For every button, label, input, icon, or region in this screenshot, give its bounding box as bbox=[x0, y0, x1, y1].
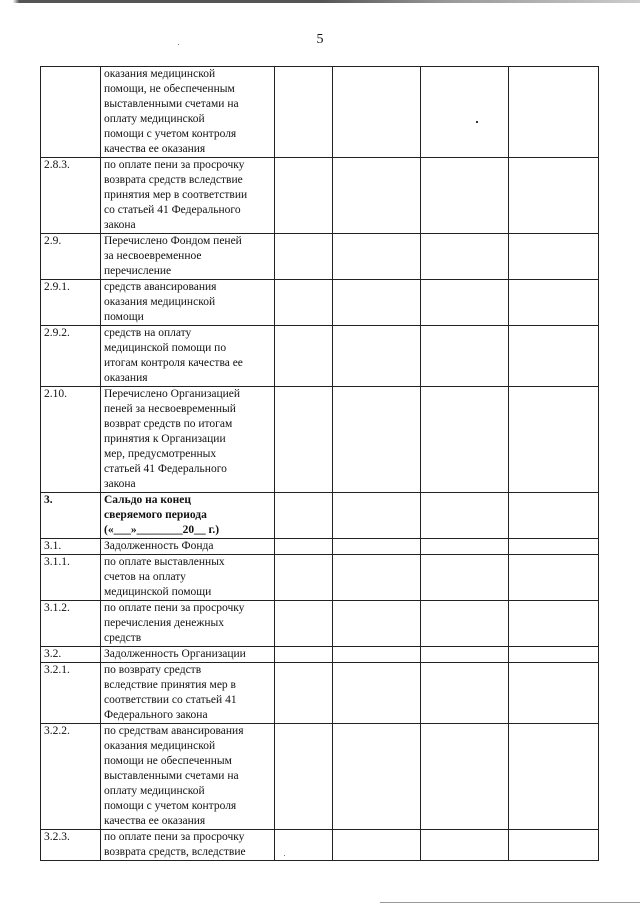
description-line: помощи с учетом контроля bbox=[104, 128, 237, 140]
table-row bbox=[41, 234, 599, 280]
description-line: средств авансирования bbox=[104, 281, 217, 293]
description-line: оказания bbox=[104, 372, 148, 384]
value-cell bbox=[333, 234, 421, 280]
value-cell bbox=[509, 234, 599, 280]
row-number-cell: 3.1.1. bbox=[41, 555, 101, 601]
row-description-cell bbox=[101, 601, 275, 647]
description-line: оказания медицинской bbox=[104, 68, 216, 80]
value-cell bbox=[509, 158, 599, 234]
value-cell bbox=[333, 724, 421, 830]
description-line: итогам контроля качества ее bbox=[104, 357, 243, 369]
row-description-cell bbox=[101, 830, 275, 861]
description-line: помощи bbox=[104, 311, 144, 323]
table-row bbox=[41, 724, 599, 830]
description-line: возврата средств, вследствие bbox=[104, 846, 246, 858]
table-row bbox=[41, 647, 599, 663]
row-description-cell bbox=[101, 158, 275, 234]
value-cell bbox=[421, 280, 509, 326]
row-description-cell bbox=[101, 280, 275, 326]
description-line: медицинской помощи bbox=[104, 586, 212, 598]
value-cell bbox=[333, 326, 421, 387]
description-line: возврат средств по итогам bbox=[104, 418, 233, 430]
value-cell bbox=[421, 493, 509, 539]
value-cell bbox=[421, 158, 509, 234]
description-line: средств на оплату bbox=[104, 327, 192, 339]
table-row bbox=[41, 326, 599, 387]
row-number-cell: 2.10. bbox=[41, 387, 101, 493]
description-line: («___»________20__ г.) bbox=[104, 524, 220, 536]
description-line: помощи с учетом контроля bbox=[104, 800, 237, 812]
description-line: Перечислено Организацией bbox=[104, 388, 241, 400]
value-cell bbox=[275, 67, 333, 158]
row-description-cell bbox=[101, 67, 275, 158]
value-cell bbox=[275, 539, 333, 555]
description-line: мер, предусмотренных bbox=[104, 448, 217, 460]
value-cell bbox=[421, 601, 509, 647]
value-cell bbox=[509, 387, 599, 493]
value-cell bbox=[509, 555, 599, 601]
description-line: по оплате пени за просрочку bbox=[104, 159, 245, 171]
value-cell bbox=[275, 830, 333, 861]
value-cell bbox=[421, 647, 509, 663]
table-row bbox=[41, 539, 599, 555]
value-cell bbox=[421, 724, 509, 830]
value-cell bbox=[275, 555, 333, 601]
description-line: Федерального закона bbox=[104, 709, 208, 721]
row-number-cell: 3.2.3. bbox=[41, 830, 101, 861]
row-description-cell bbox=[101, 539, 275, 555]
table-row bbox=[41, 830, 599, 861]
value-cell bbox=[421, 67, 509, 158]
description-line: средств bbox=[104, 632, 142, 644]
description-line: возврата средств вследствие bbox=[104, 174, 243, 186]
description-line: оказания медицинской bbox=[104, 740, 216, 752]
value-cell bbox=[421, 539, 509, 555]
description-line: по средствам авансирования bbox=[104, 725, 244, 737]
value-cell bbox=[333, 493, 421, 539]
description-line: закона bbox=[104, 478, 136, 490]
row-number-cell: 2.8.3. bbox=[41, 158, 101, 234]
value-cell bbox=[275, 234, 333, 280]
reconciliation-table bbox=[40, 66, 599, 861]
table-row bbox=[41, 601, 599, 647]
value-cell bbox=[333, 647, 421, 663]
scan-edge-top bbox=[0, 0, 640, 3]
description-line: медицинской помощи по bbox=[104, 342, 227, 354]
row-description-cell bbox=[101, 387, 275, 493]
row-description-cell bbox=[101, 234, 275, 280]
row-number-cell: 3.1. bbox=[41, 539, 101, 555]
table-row bbox=[41, 158, 599, 234]
row-number-cell: 2.9.2. bbox=[41, 326, 101, 387]
row-number-cell: 3.2.2. bbox=[41, 724, 101, 830]
description-line: соответствии со статьей 41 bbox=[104, 694, 237, 706]
description-line: со статьей 41 Федерального bbox=[104, 204, 241, 216]
value-cell bbox=[275, 387, 333, 493]
row-number-cell: 3. bbox=[41, 493, 101, 539]
description-line: принятия к Организации bbox=[104, 433, 226, 445]
description-line: помощи не обеспеченным bbox=[104, 755, 232, 767]
row-number-cell: 2.9.1. bbox=[41, 280, 101, 326]
description-line: качества ее оказания bbox=[104, 143, 206, 155]
description-line: помощи, не обеспеченным bbox=[104, 83, 235, 95]
description-line: принятия мер в соответствии bbox=[104, 189, 248, 201]
row-description-cell bbox=[101, 326, 275, 387]
description-line: качества ее оказания bbox=[104, 815, 206, 827]
value-cell bbox=[421, 830, 509, 861]
row-number-cell bbox=[41, 67, 101, 158]
description-line: по оплате выставленных bbox=[104, 556, 225, 568]
description-line: оказания медицинской bbox=[104, 296, 216, 308]
value-cell bbox=[333, 67, 421, 158]
description-line: по оплате пени за просрочку bbox=[104, 831, 245, 843]
row-number-cell: 2.9. bbox=[41, 234, 101, 280]
row-description-cell bbox=[101, 647, 275, 663]
value-cell bbox=[275, 724, 333, 830]
value-cell bbox=[509, 724, 599, 830]
value-cell bbox=[333, 830, 421, 861]
scan-speck bbox=[178, 44, 179, 45]
value-cell bbox=[275, 493, 333, 539]
description-line: Задолженность Фонда bbox=[104, 540, 214, 552]
value-cell bbox=[333, 280, 421, 326]
value-cell bbox=[333, 387, 421, 493]
description-line: за несвоевременное bbox=[104, 250, 202, 262]
description-line: выставленными счетами на bbox=[104, 98, 239, 110]
scan-edge-bottom bbox=[380, 902, 640, 903]
value-cell bbox=[333, 601, 421, 647]
value-cell bbox=[333, 555, 421, 601]
value-cell bbox=[333, 158, 421, 234]
value-cell bbox=[275, 158, 333, 234]
description-line: по возврату средств bbox=[104, 664, 202, 676]
description-line: оплату медицинской bbox=[104, 113, 205, 125]
description-line: перечисление bbox=[104, 265, 172, 277]
value-cell bbox=[421, 326, 509, 387]
value-cell bbox=[509, 830, 599, 861]
value-cell bbox=[421, 555, 509, 601]
value-cell bbox=[509, 539, 599, 555]
description-line: Перечислено Фондом пеней bbox=[104, 235, 242, 247]
description-line: Сальдо на конец bbox=[104, 494, 191, 506]
row-description-cell bbox=[101, 493, 275, 539]
row-number-cell: 3.2. bbox=[41, 647, 101, 663]
description-line: пеней за несвоевременный bbox=[104, 403, 236, 415]
row-description-cell bbox=[101, 663, 275, 724]
value-cell bbox=[509, 67, 599, 158]
value-cell bbox=[333, 539, 421, 555]
value-cell bbox=[421, 387, 509, 493]
table-row bbox=[41, 280, 599, 326]
page-number: 5 bbox=[316, 32, 324, 47]
value-cell bbox=[275, 647, 333, 663]
value-cell bbox=[333, 663, 421, 724]
row-description-cell bbox=[101, 555, 275, 601]
description-line: закона bbox=[104, 219, 136, 231]
row-number-cell: 3.2.1. bbox=[41, 663, 101, 724]
table-row bbox=[41, 67, 599, 158]
description-line: Задолженность Организации bbox=[104, 648, 246, 660]
value-cell bbox=[275, 601, 333, 647]
table-row bbox=[41, 493, 599, 539]
description-line: перечисления денежных bbox=[104, 617, 224, 629]
value-cell bbox=[275, 280, 333, 326]
description-line: выставленными счетами на bbox=[104, 770, 239, 782]
table-row bbox=[41, 555, 599, 601]
value-cell bbox=[275, 326, 333, 387]
description-line: вследствие принятия мер в bbox=[104, 679, 236, 691]
table-body bbox=[41, 67, 599, 861]
value-cell bbox=[509, 280, 599, 326]
table-row bbox=[41, 387, 599, 493]
description-line: сверяемого периода bbox=[104, 509, 207, 521]
description-line: оплату медицинской bbox=[104, 785, 205, 797]
row-description-cell bbox=[101, 724, 275, 830]
value-cell bbox=[421, 663, 509, 724]
value-cell bbox=[509, 326, 599, 387]
description-line: по оплате пени за просрочку bbox=[104, 602, 245, 614]
value-cell bbox=[275, 663, 333, 724]
value-cell bbox=[509, 663, 599, 724]
row-number-cell: 3.1.2. bbox=[41, 601, 101, 647]
value-cell bbox=[421, 234, 509, 280]
value-cell bbox=[509, 493, 599, 539]
description-line: статьей 41 Федерального bbox=[104, 463, 227, 475]
description-line: счетов на оплату bbox=[104, 571, 186, 583]
table-row bbox=[41, 663, 599, 724]
value-cell bbox=[509, 601, 599, 647]
value-cell bbox=[509, 647, 599, 663]
